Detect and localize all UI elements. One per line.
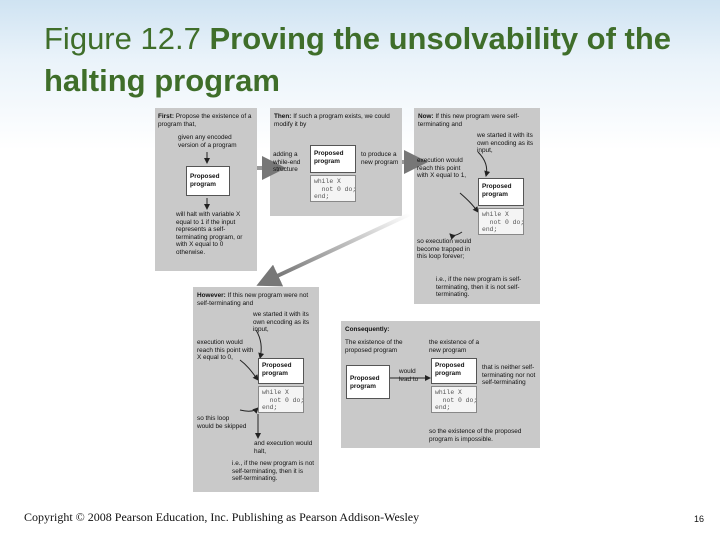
first-text-1: First: Propose the existence of a program that, bbox=[158, 113, 252, 128]
then-while-code: while X not 0 do; end; bbox=[310, 175, 356, 202]
now-while-code: while X not 0 do; end; bbox=[478, 208, 524, 235]
consequently-text-1: The existence of the proposed program bbox=[345, 339, 403, 354]
now-text-3: execution would reach this point with X equal to 1, bbox=[417, 157, 467, 180]
now-text-1: Now: If this new program were self-terminating and bbox=[418, 113, 520, 128]
now-text-5: i.e., if the new program is self-terminating, then it is not self-terminating. bbox=[436, 276, 522, 299]
however-while-code: while X not 0 do; end; bbox=[258, 386, 304, 413]
now-text-2: we started it with its own encoding as its input, bbox=[477, 132, 534, 155]
consequently-proposed-program-box: Proposed program bbox=[346, 365, 390, 399]
however-text-3: execution would reach this point with X equal to 0, bbox=[197, 339, 254, 362]
first-text-2: given any encoded version of a program bbox=[178, 134, 237, 149]
however-text-5: and execution would halt, bbox=[254, 440, 313, 455]
consequently-text-5: so the existence of the proposed program is impossible. bbox=[429, 428, 522, 443]
page-number: 16 bbox=[694, 514, 705, 524]
first-proposed-program-box: Proposed program bbox=[186, 166, 230, 196]
then-left-text: adding a while-end structure bbox=[273, 151, 301, 174]
consequently-text-2: would lead to bbox=[399, 368, 419, 383]
first-text-3: will halt with variable X equal to 1 if the input represents a self-terminating program, or with X equal to 0 otherwise. bbox=[176, 211, 243, 256]
now-proposed-program-box: Proposed program bbox=[478, 178, 524, 206]
then-proposed-program-box: Proposed program bbox=[310, 145, 356, 173]
consequently-text-3: the existence of a new program bbox=[429, 339, 480, 354]
however-text-1: However: If this new program were not self-terminating and bbox=[197, 292, 309, 307]
then-text-1: Then: If such a program exists, we could modify it by bbox=[274, 113, 390, 128]
now-text-4: so execution would become trapped in this loop forever; bbox=[417, 238, 472, 261]
however-text-2: we started it with its own encoding as its input, bbox=[253, 311, 310, 334]
consequently-new-program-box: Proposed program bbox=[431, 358, 477, 384]
consequently-while-code: while X not 0 do; end; bbox=[431, 386, 477, 413]
copyright-footer: Copyright © 2008 Pearson Education, Inc. Publishing as Pearson Addison-Wesley bbox=[24, 510, 420, 524]
however-text-6: i.e., if the new program is not self-terminating, then it is self-terminating. bbox=[232, 460, 315, 483]
consequently-text-4: that is neither self-terminating nor not self-terminating bbox=[482, 364, 536, 387]
then-right-text: to produce a new program bbox=[361, 151, 399, 166]
however-text-4: so this loop would be skipped bbox=[197, 415, 247, 430]
title-bold: Proving the unsolvability of the halting program bbox=[44, 21, 672, 98]
however-proposed-program-box: Proposed program bbox=[258, 358, 304, 384]
title-prefix: Figure 12.7 bbox=[44, 21, 201, 56]
consequently-heading: Consequently: bbox=[345, 326, 390, 333]
